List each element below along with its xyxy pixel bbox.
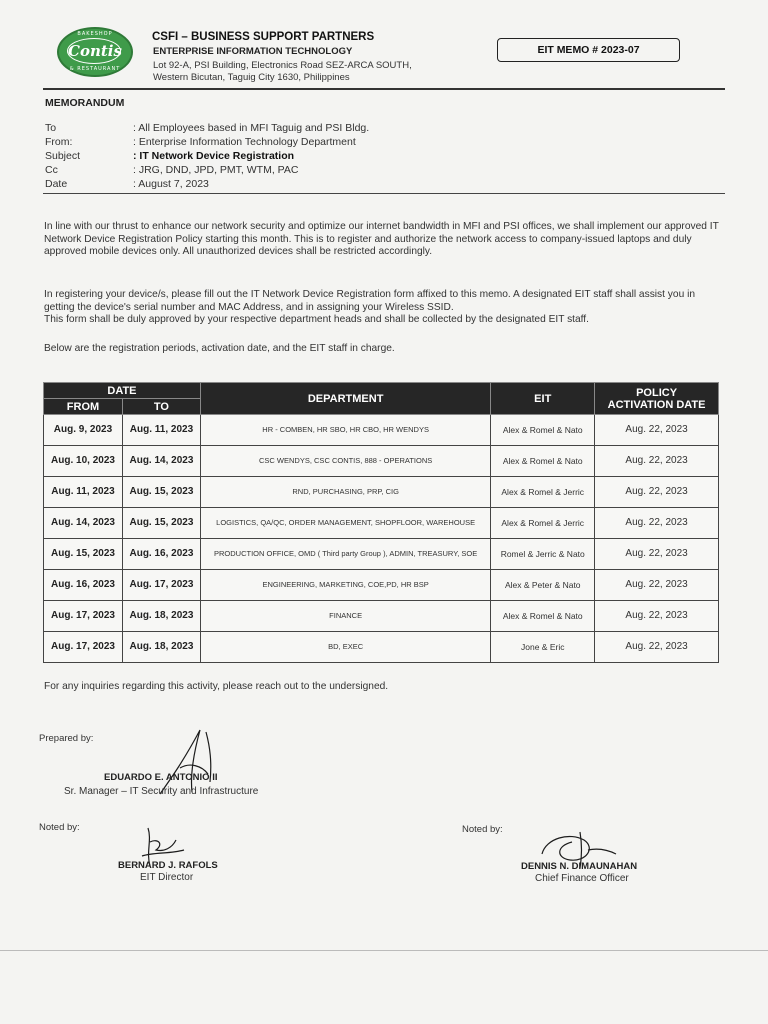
cell-to: Aug. 14, 2023 [122, 446, 200, 477]
prepared-title: Sr. Manager – IT Security and Infrastructure [64, 786, 259, 797]
cell-eit: Alex & Romel & Jerric [491, 508, 595, 539]
cell-department: FINANCE [200, 601, 490, 632]
field-label: Cc [45, 164, 58, 176]
noted-name-2: DENNIS N. DIMAUNAHAN [521, 861, 638, 872]
field-label: From: [45, 136, 73, 148]
closing-text: For any inquiries regarding this activity, please reach out to the undersigned. [44, 681, 389, 692]
noted-by-label-2: Noted by: [462, 824, 503, 835]
body-paragraph-1: In line with our thrust to enhance our network security and optimize our internet bandwidth in MFI and PSI offices, we shall implement our approved IT Network Device Registration Policy starting this month. This is to register and authorize the network access to company-issued laptops and duly approved mobile devices only. All unauthorized devices shall be restricted accordingly. [44, 221, 719, 257]
field-value: : August 7, 2023 [133, 178, 209, 190]
memo-number-box: EIT MEMO # 2023-07 [497, 38, 680, 62]
noted-title-1: EIT Director [140, 872, 194, 883]
cell-to: Aug. 15, 2023 [122, 508, 200, 539]
header-date: DATE [44, 383, 201, 399]
logo-top-text: BAKESHOP [77, 31, 113, 37]
cell-from: Aug. 17, 2023 [44, 632, 123, 663]
cell-activation: Aug. 22, 2023 [595, 446, 719, 477]
company-name: CSFI – BUSINESS SUPPORT PARTNERS [152, 31, 375, 43]
field-value: : All Employees based in MFI Taguig and PSI Bldg. [133, 122, 370, 134]
scan-edge-line [0, 950, 768, 951]
cell-department: ENGINEERING, MARKETING, COE,PD, HR BSP [200, 570, 490, 601]
table-row [44, 632, 719, 663]
cell-from: Aug. 15, 2023 [44, 539, 123, 570]
field-value: : IT Network Device Registration [133, 150, 295, 162]
cell-department: RND, PURCHASING, PRP, CIG [200, 477, 490, 508]
table-row [44, 508, 719, 539]
cell-from: Aug. 16, 2023 [44, 570, 123, 601]
logo-bottom-text: & RESTAURANT [69, 66, 121, 72]
cell-from: Aug. 10, 2023 [44, 446, 123, 477]
prepared-name: EDUARDO E. ANTONIO II [104, 772, 218, 783]
cell-eit: Alex & Romel & Jerric [491, 477, 595, 508]
header-department: DEPARTMENT [200, 383, 490, 415]
header-eit: EIT [491, 383, 595, 415]
cell-to: Aug. 17, 2023 [122, 570, 200, 601]
noted-title-2: Chief Finance Officer [535, 873, 629, 884]
header-policy-line1: POLICY [636, 386, 678, 399]
cell-activation: Aug. 22, 2023 [595, 477, 719, 508]
cell-eit: Alex & Peter & Nato [491, 570, 595, 601]
cell-department: HR - COMBEN, HR SBO, HR CBO, HR WENDYS [200, 415, 490, 446]
table-row [44, 601, 719, 632]
company-address [153, 60, 412, 84]
cell-from: Aug. 17, 2023 [44, 601, 123, 632]
cell-to: Aug. 15, 2023 [122, 477, 200, 508]
table-row [44, 539, 719, 570]
cell-department: PRODUCTION OFFICE, OMD ( Third party Group ), ADMIN, TREASURY, SOE [200, 539, 490, 570]
cell-from: Aug. 9, 2023 [44, 415, 123, 446]
cell-eit: Alex & Romel & Nato [491, 415, 595, 446]
field-label: Subject [45, 150, 81, 162]
cell-activation: Aug. 22, 2023 [595, 415, 719, 446]
cell-activation: Aug. 22, 2023 [595, 632, 719, 663]
department-name: ENTERPRISE INFORMATION TECHNOLOGY [153, 46, 353, 57]
body-paragraph-3: Below are the registration periods, activation date, and the EIT staff in charge. [44, 343, 395, 354]
prepared-by-label: Prepared by: [39, 733, 94, 744]
body-paragraph-2a: In registering your device/s, please fill out the IT Network Device Registration form affixed to this memo. A designated EIT staff shall assist you in getting the device's serial number and MAC Address, and in assigning your Wireless SSID. [44, 289, 695, 313]
cell-activation: Aug. 22, 2023 [595, 570, 719, 601]
cell-from: Aug. 14, 2023 [44, 508, 123, 539]
cell-to: Aug. 18, 2023 [122, 601, 200, 632]
table-row [44, 446, 719, 477]
noted-by-label-1: Noted by: [39, 822, 80, 833]
cell-eit: Alex & Romel & Nato [491, 446, 595, 477]
field-value: : Enterprise Information Technology Department [133, 136, 356, 148]
cell-department: CSC WENDYS, CSC CONTIS, 888 - OPERATIONS [200, 446, 490, 477]
cell-activation: Aug. 22, 2023 [595, 601, 719, 632]
address-line-2: Western Bicutan, Taguig City 1630, Philippines [153, 72, 350, 83]
noted-name-1: BERNARD J. RAFOLS [118, 860, 218, 871]
body-paragraph-2b: This form shall be duly approved by your respective department heads and shall be collected by the designated EIT staff. [44, 314, 589, 325]
header-to: TO [122, 399, 200, 415]
cell-from: Aug. 11, 2023 [44, 477, 123, 508]
cell-to: Aug. 11, 2023 [122, 415, 200, 446]
header-from: FROM [44, 399, 123, 415]
field-value: : JRG, DND, JPD, PMT, WTM, PAC [133, 164, 299, 176]
address-line-1: Lot 92-A, PSI Building, Electronics Road SEZ-ARCA SOUTH, [153, 60, 412, 71]
cell-eit: Romel & Jerric & Nato [491, 539, 595, 570]
cell-eit: Jone & Eric [491, 632, 595, 663]
header-policy-line2: ACTIVATION DATE [607, 398, 706, 411]
field-label: To [45, 122, 57, 134]
table-row [44, 415, 719, 446]
registration-table [43, 382, 719, 663]
cell-eit: Alex & Romel & Nato [491, 601, 595, 632]
memo-title: MEMORANDUM [45, 97, 125, 109]
cell-activation: Aug. 22, 2023 [595, 508, 719, 539]
contis-logo [57, 27, 133, 77]
cell-department: LOGISTICS, QA/QC, ORDER MANAGEMENT, SHOPFLOOR, WAREHOUSE [200, 508, 490, 539]
cell-to: Aug. 18, 2023 [122, 632, 200, 663]
field-label: Date [45, 178, 68, 190]
cell-department: BD, EXEC [200, 632, 490, 663]
cell-activation: Aug. 22, 2023 [595, 539, 719, 570]
fields-divider [43, 193, 725, 194]
logo-name: Contis [68, 42, 122, 60]
header-policy-activation [595, 383, 719, 415]
body-paragraph-2 [44, 289, 726, 327]
header-divider [43, 88, 725, 90]
table-row [44, 477, 719, 508]
cell-to: Aug. 16, 2023 [122, 539, 200, 570]
table-row [44, 570, 719, 601]
